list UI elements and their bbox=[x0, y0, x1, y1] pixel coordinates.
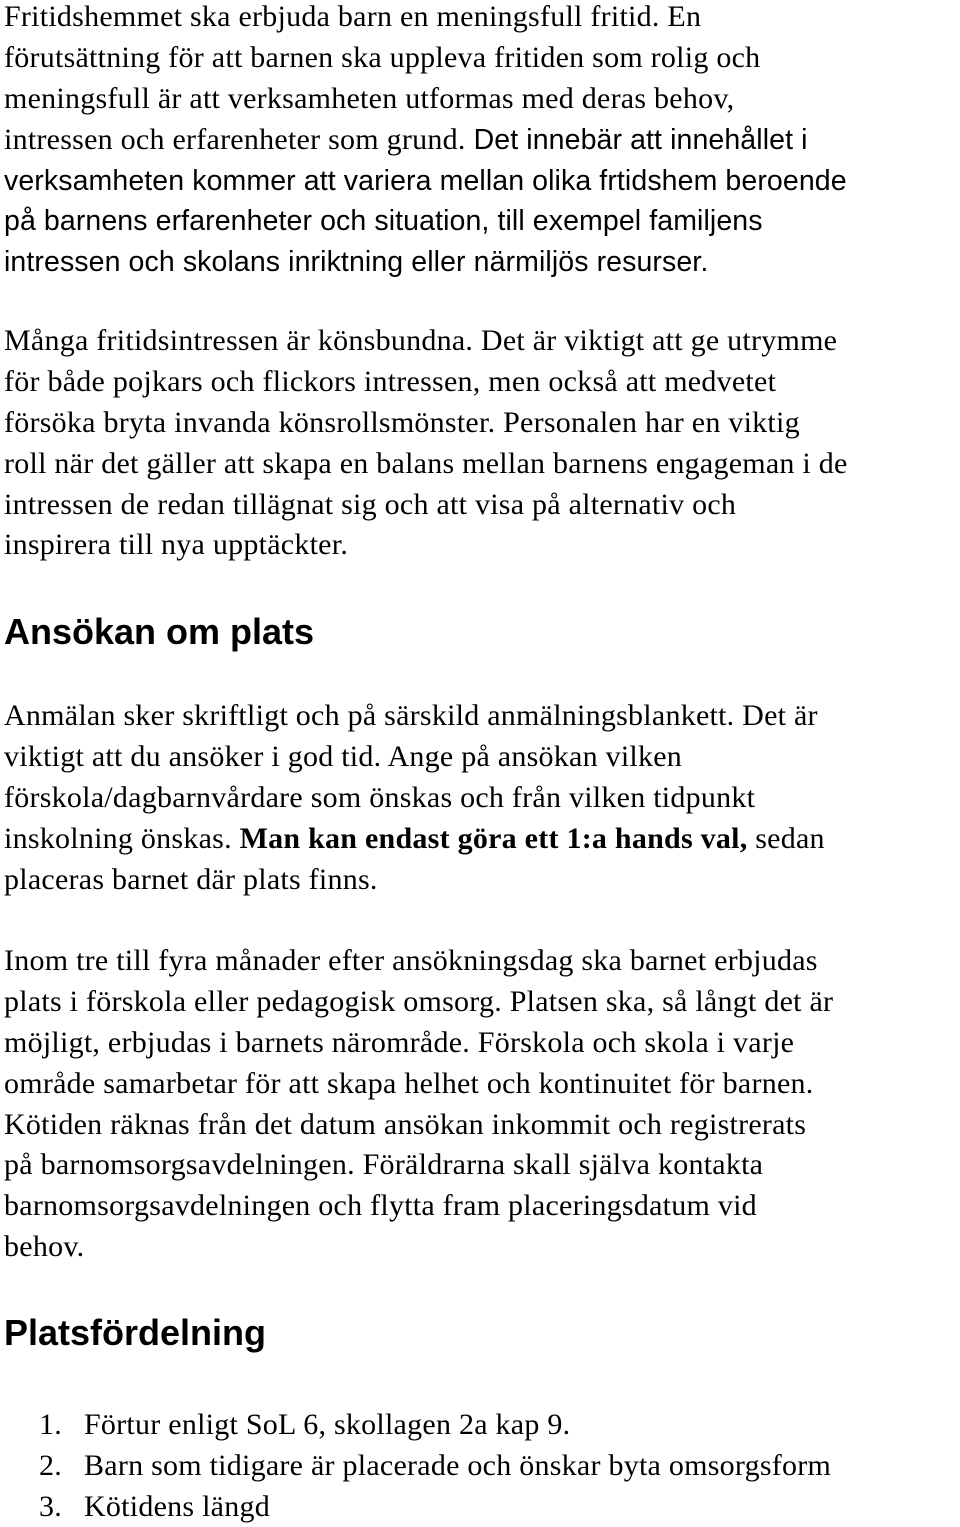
list-number: 2. bbox=[39, 1449, 62, 1482]
text-line: på barnens erfarenheter och situation, till exempel familjens bbox=[4, 205, 763, 238]
text-line: möjligt, erbjudas i barnets närområde. Förskola och skola i varje bbox=[4, 1025, 795, 1059]
text-line: verksamheten kommer att variera mellan olika frtidshem beroende bbox=[4, 164, 847, 197]
text-line: intressen och erfarenheter som grund. Det innebär att innehållet i bbox=[4, 122, 808, 156]
text-line: placeras barnet där plats finns. bbox=[4, 862, 378, 896]
text-line: förskola/dagbarnvårdare som önskas och från vilken tidpunkt bbox=[4, 780, 756, 814]
text-line: Anmälan sker skriftligt och på särskild anmälningsblankett. Det är bbox=[4, 699, 818, 732]
text-line: Inom tre till fyra månader efter ansökningsdag ska barnet erbjudas bbox=[4, 944, 818, 977]
list-text: Barn som tidigare är placerade och önskar byta omsorgsform bbox=[84, 1449, 832, 1482]
list-number: 1. bbox=[39, 1408, 62, 1441]
heading-platsfordelning: Platsfördelning bbox=[4, 1312, 267, 1353]
text-line: behov. bbox=[4, 1230, 85, 1264]
text-line: Fritidshemmet ska erbjuda barn en meningsfull fritid. En bbox=[4, 0, 702, 33]
text-line: barnomsorgsavdelningen och flytta fram placeringsdatum vid bbox=[4, 1189, 757, 1223]
text-line: roll när det gäller att skapa en balans mellan barnens engageman i de bbox=[4, 446, 848, 480]
list-text: Förtur enligt SoL 6, skollagen 2a kap 9. bbox=[84, 1408, 571, 1441]
text-line: intressen och skolans inriktning eller närmiljös resurser. bbox=[4, 246, 709, 279]
text-line: plats i förskola eller pedagogisk omsorg. Platsen ska, så långt det är bbox=[4, 984, 834, 1018]
text-line: område samarbetar för att skapa helhet och kontinuitet för barnen. bbox=[4, 1066, 814, 1100]
text-line: intressen de redan tillägnat sig och att visa på alternativ och bbox=[4, 487, 737, 521]
text-line: förutsättning för att barnen ska uppleva fritiden som rolig och bbox=[4, 40, 761, 74]
text-line: försöka bryta invanda könsrollsmönster. Personalen har en viktig bbox=[4, 405, 800, 439]
paragraph-inom bbox=[4, 941, 833, 1268]
text-line: på barnomsorgsavdelningen. Föräldrarna skall själva kontakta bbox=[4, 1148, 764, 1182]
paragraph-fritidshem bbox=[4, 0, 847, 283]
list-number: 3. bbox=[39, 1490, 62, 1523]
text-line: Kötiden räknas från det datum ansökan inkommit och registrerats bbox=[4, 1107, 807, 1141]
text-line: meningsfull är att verksamheten utformas med deras behov, bbox=[4, 81, 735, 115]
list-text: Kötidens längd bbox=[84, 1490, 270, 1523]
paragraph-ansokan bbox=[4, 696, 825, 900]
bold-emphasis: Man kan endast göra ett 1:a hands val, bbox=[239, 821, 748, 855]
text-line: för både pojkars och flickors intressen, men också att medvetet bbox=[4, 364, 777, 398]
text-line: viktigt att du ansöker i god tid. Ange på ansökan vilken bbox=[4, 739, 683, 773]
text-line: inskolning önskas. Man kan endast göra ett 1:a hands val, sedan bbox=[4, 821, 825, 855]
heading-ansokan: Ansökan om plats bbox=[4, 611, 315, 652]
text-line: Många fritidsintressen är könsbundna. Det är viktigt att ge utrymme bbox=[4, 324, 838, 357]
text-line: inspirera till nya upptäckter. bbox=[4, 528, 349, 562]
paragraph-konsroller bbox=[4, 321, 848, 566]
